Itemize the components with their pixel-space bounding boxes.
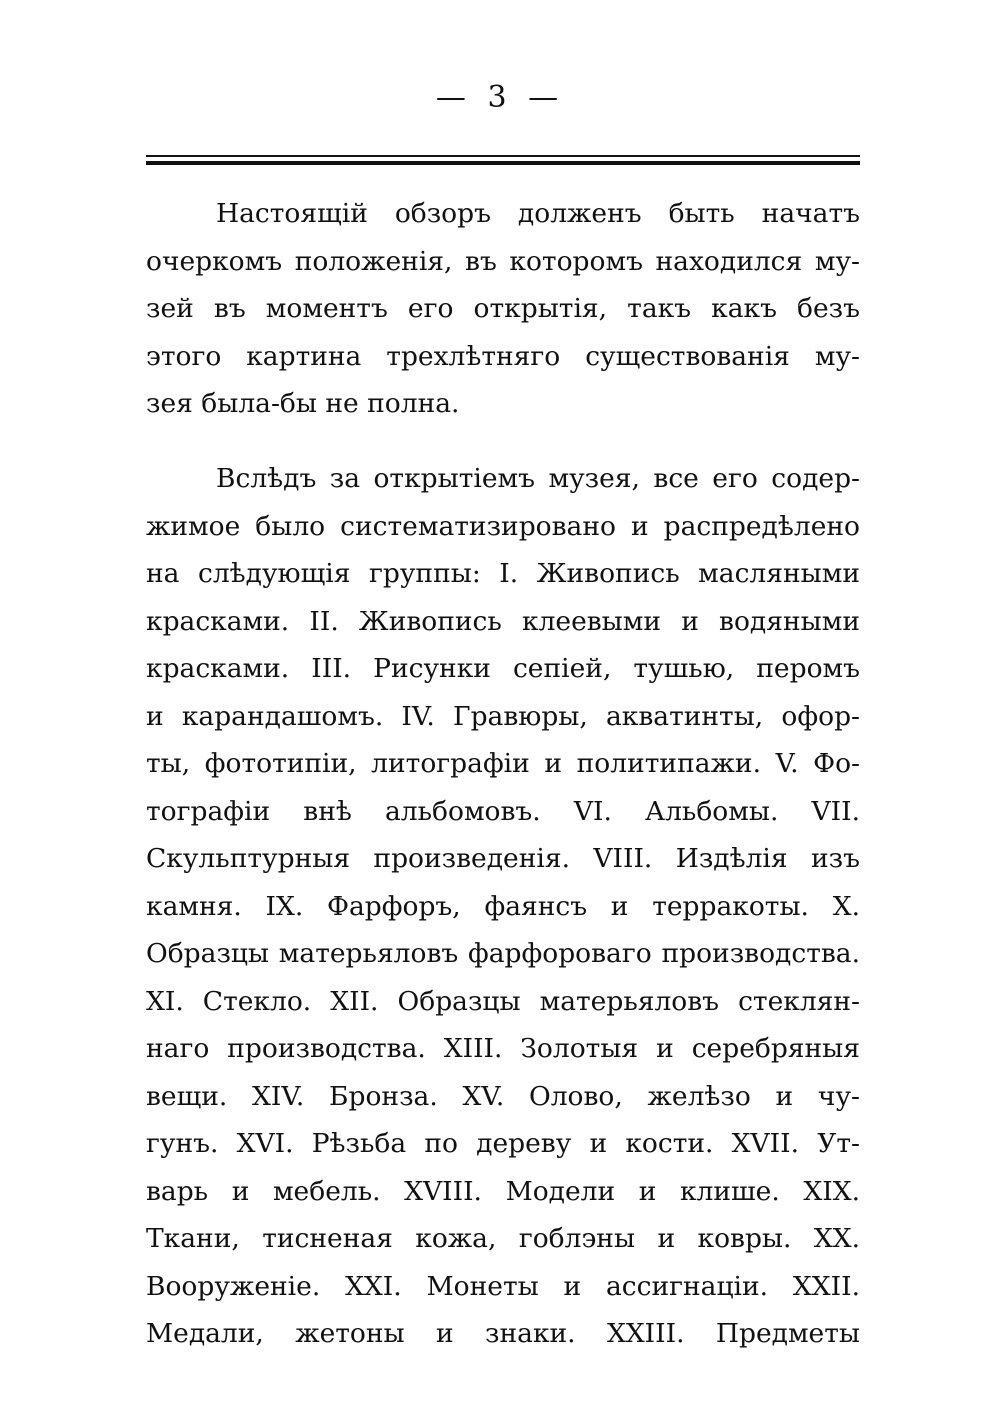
text-line: жимое было систематизировано и распредѣлено — [146, 510, 860, 542]
text-line: гунъ. XVI. Рѣзьба по дереву и кости. XVII. Ут- — [146, 1128, 860, 1159]
text-line: тографіи внѣ альбомовъ. VI. Альбомы. VII. — [146, 795, 860, 827]
text-line: Вооруженіе. XXI. Монеты и ассигнаціи. XXII. — [146, 1270, 860, 1302]
text-line: Медали, жетоны и знаки. XXIII. Предметы — [146, 1318, 860, 1349]
text-line: XI. Стекло. XII. Образцы матерьяловъ стеклян- — [146, 985, 860, 1017]
text-line: красками. III. Рисунки сепіей, тушью, перомъ — [146, 653, 860, 684]
paragraph-intro — [146, 190, 860, 428]
text-line: Образцы матерьяловъ фарфороваго производства. — [146, 938, 860, 969]
text-line: зея была-бы не полна. — [146, 388, 460, 419]
text-line: вещи. XIV. Бронза. XV. Олово, желѣзо и чу- — [146, 1080, 860, 1112]
page-number: — 3 — — [435, 80, 565, 115]
text-line: Вслѣдъ за открытіемъ музея, все его содер- — [216, 463, 860, 494]
text-line: варь и мебель. XVIII. Модели и клише. XIX. — [146, 1175, 860, 1207]
header-rule-thin — [146, 155, 860, 157]
text-line: наго производства. XIII. Золотыя и серебряныя — [146, 1033, 860, 1064]
text-line: Настоящій обзоръ долженъ быть начатъ — [216, 198, 860, 229]
header-rule-thick — [146, 161, 860, 165]
text-line: камня. IX. Фарфоръ, фаянсъ и терракоты. X. — [146, 890, 860, 922]
text-line: на слѣдующія группы: I. Живопись масляными — [146, 558, 860, 589]
text-line: Ткани, тисненая кожа, гоблэны и ковры. XX. — [146, 1223, 860, 1254]
text-line: зей въ моментъ его открытія, такъ какъ безъ — [146, 293, 860, 324]
text-line: красками. II. Живопись клеевыми и водяными — [146, 605, 860, 637]
paragraph-groups — [146, 455, 860, 1358]
text-line: ты, фототипіи, литографіи и политипажи. V. Фо- — [146, 748, 860, 779]
text-line: очеркомъ положенія, въ которомъ находился му- — [146, 245, 860, 277]
text-line: Скульптурныя произведенія. VIII. Издѣлія изъ — [146, 843, 860, 874]
text-line: этого картина трехлѣтняго существованія му- — [146, 340, 860, 372]
text-line: и карандашомъ. IV. Гравюры, акватинты, офор- — [146, 700, 860, 732]
